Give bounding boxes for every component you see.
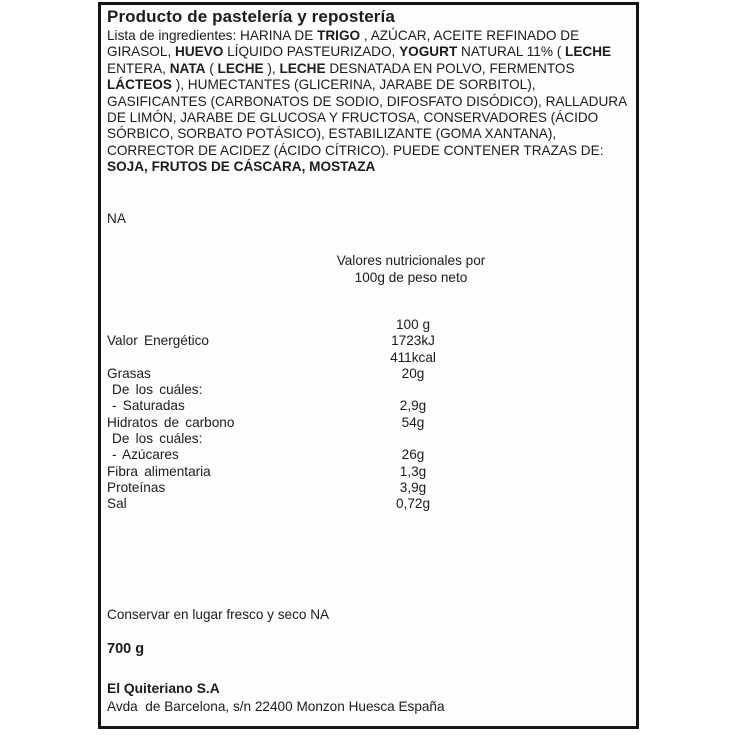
- nutrition-row: [107, 333, 633, 349]
- column-header: 100 g: [395, 317, 431, 332]
- nutrition-row: [107, 431, 633, 447]
- nutrient-value: 26g: [401, 447, 425, 463]
- manufacturer-address: Avda de Barcelona, s/n 22400 Monzon Huesca España: [107, 699, 445, 714]
- nutrition-row: [107, 447, 633, 463]
- ingredient-segment: LÍQUIDO PASTEURIZADO,: [223, 44, 400, 60]
- nutrient-label: De los cuáles:: [112, 431, 203, 447]
- ingredient-allergen: LECHE: [217, 60, 264, 76]
- ingredient-allergen: TRIGO: [317, 28, 361, 43]
- nutrient-value: 1723kJ: [391, 333, 435, 349]
- nutrition-row: [107, 464, 633, 480]
- ingredients-text: [107, 28, 629, 176]
- na-note: NA: [107, 211, 126, 226]
- nutrition-row: [107, 496, 633, 512]
- ingredient-allergen: LÁCTEOS: [107, 77, 172, 93]
- ingredient-segment: (: [205, 60, 218, 76]
- nutrient-label: Grasas: [107, 365, 151, 381]
- nutrient-label: - Saturadas: [112, 398, 185, 414]
- nutrition-heading: [261, 253, 561, 286]
- ingredient-allergen: YOGURT: [399, 44, 458, 60]
- ingredient-segment: NATURAL 11% (: [457, 44, 566, 60]
- ingredient-segment: ENTERA,: [107, 60, 170, 76]
- nutrition-row: [107, 366, 633, 382]
- ingredient-allergen: LECHE: [279, 60, 326, 76]
- nutrition-row: [107, 350, 633, 366]
- ingredient-segment: DESNATADA EN POLVO, FERMENTOS: [325, 60, 575, 76]
- ingredient-allergen: LECHE: [565, 44, 612, 60]
- nutrient-label: Hidratos de carbono: [107, 414, 235, 430]
- product-label: [98, 2, 639, 729]
- nutrition-column-header-row: [107, 317, 633, 333]
- net-weight: 700 g: [107, 641, 145, 657]
- nutrition-row: [107, 382, 633, 398]
- manufacturer-name: El Quiteriano S.A: [107, 681, 220, 696]
- ingredient-allergen: HUEVO: [175, 44, 224, 60]
- nutrition-row: [107, 398, 633, 414]
- nutrient-label: Valor Energético: [107, 333, 209, 349]
- ingredient-segment: ), HUMECTANTES (GLICERINA, JARABE DE SORBITOL), GASIFICANTES (CARBONATOS DE SODIO, DIFOSFATO DISÓDICO), RALLADURA DE LIMÓN, JARABE DE GLUCOSA Y FRUCTOSA, CONSERVADORES (ÁCIDO SÓRBICO, SORBATO POTÁSICO), ESTABILIZANTE (GOMA XANTANA), CORRECTOR DE ACIDEZ (ÁCIDO CÍTRICO). PUEDE CONTENER TRAZAS DE:: [107, 77, 627, 158]
- ingredient-segment: , AZÚCAR, ACEITE REFINADO DE GIRASOL,: [107, 28, 580, 60]
- nutrition-rows: [107, 333, 633, 512]
- ingredient-allergen: NATA: [169, 60, 206, 76]
- nutrient-value: 1,3g: [399, 463, 427, 479]
- nutrient-label: Proteínas: [107, 479, 166, 495]
- nutrient-label: Sal: [107, 496, 127, 512]
- nutrition-heading-line1: Valores nutricionales por: [336, 253, 486, 268]
- nutrition-table: [107, 317, 633, 513]
- product-title: Producto de pastelería y repostería: [107, 7, 395, 26]
- nutrient-value: 3,9g: [399, 479, 427, 495]
- nutrient-value: 54g: [401, 414, 425, 430]
- nutrient-value: 2,9g: [399, 398, 427, 414]
- nutrient-value: 0,72g: [395, 496, 431, 512]
- nutrient-value: 20g: [401, 365, 425, 381]
- nutrient-label: Fibra alimentaria: [107, 463, 211, 479]
- ingredient-allergen: SOJA, FRUTOS DE CÁSCARA, MOSTAZA: [107, 159, 376, 175]
- storage-instructions: Conservar en lugar fresco y seco NA: [107, 607, 330, 622]
- nutrition-row: [107, 480, 633, 496]
- nutrient-label: - Azúcares: [112, 447, 179, 463]
- ingredient-segment: Lista de ingredientes: HARINA DE: [107, 28, 318, 43]
- nutrient-label: De los cuáles:: [112, 382, 203, 398]
- nutrition-heading-line2: 100g de peso neto: [354, 269, 468, 285]
- nutrition-row: [107, 415, 633, 431]
- nutrient-value: 411kcal: [390, 349, 436, 365]
- ingredient-segment: ),: [263, 60, 280, 76]
